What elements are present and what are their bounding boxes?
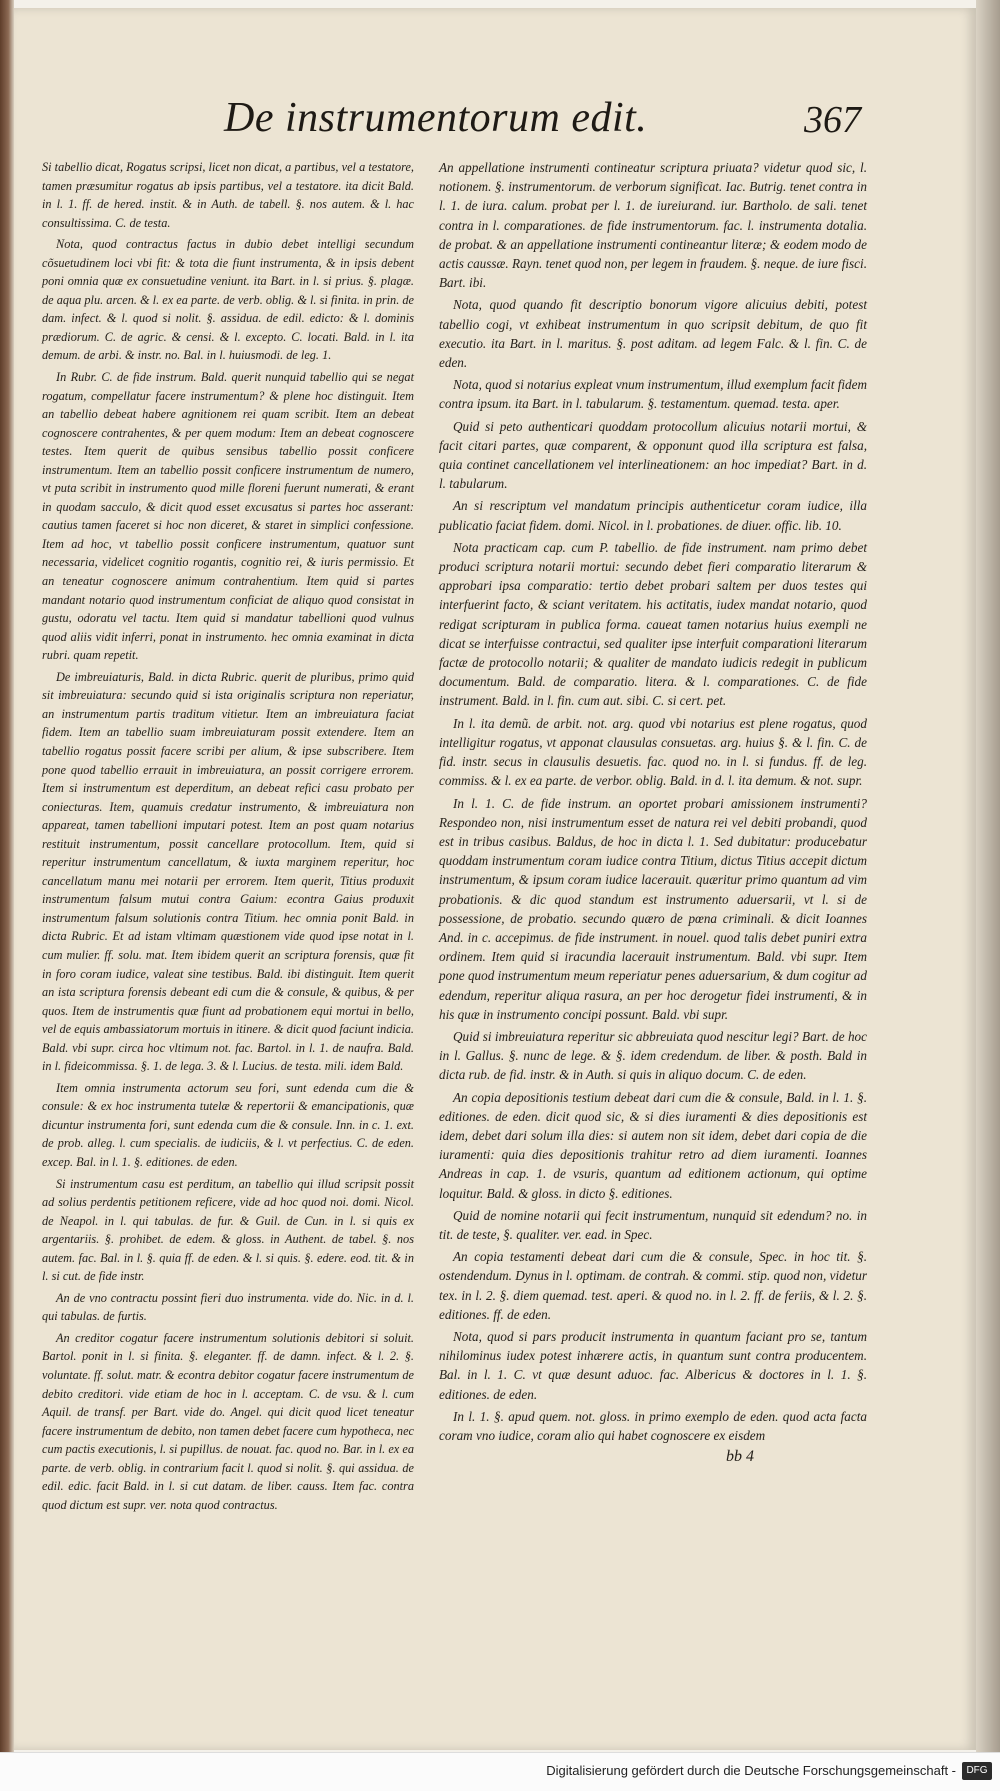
right-paragraph: Quid de nomine notarii qui fecit instrumentum, nunquid sit edendum? no. in tit. de teste, §. qualiter. ver. ead. in Spec.	[439, 1207, 867, 1242]
right-paragraph: An copia depositionis testium debeat dari cum die & consule, Bald. in l. 1. §. editiones. de eden. dicit quod sic, & si dies iuramenti & dies depositionis est idem, debet dari solum illa dies: si autem non sit idem, debet dari copia de die iuramenti: quia dies depositionis trahitur retro ad diem iuramenti. Ioannes Andreas in cap. 1. de vsuris, quantum ad editionem actionum, qui optime loquitur. Bald. & gloss. in dicto §. editiones.	[439, 1089, 867, 1201]
right-paragraph: Quid si imbreuiatura reperitur sic abbreuiata quod nescitur legi? Bart. de hoc in l. Gallus. §. nunc de lege. & §. idem credendum. de liber. & posth. Bald in dicta rub. de fid. instr. & in Auth. si quis in aliquo docum. C. de eden.	[439, 1028, 867, 1083]
right-paragraph: In l. 1. C. de fide instrum. an oportet probari amissionem instrumenti? Respondeo non, nisi instrumentum esset de natura rei vel debiti probandi, quod est in tribus casibus. Baldus, de hoc in dicta l. 1. Sed dubitatur: producebatur quoddam instrumentum coram iudice contra Titium, dictus Titius accepit dictum instrumentum, & ipsum coram iudice lacerauit. quæritur primo quantum ad vim probationis. & dic quod standum est instrumento aduersarii, vt l. si de possessione, de probatio. secundo quæro de pœna criminali. & dicit Ioannes And. in c. accepimus. de fide instrument. in nouel. quod talis debet puniri extra ordinem. Item quid si iracundia lacerauit instrumentum. Bald. vbi supr. Item pone quod instrumentum meum reperiatur penes aduersarium, & dum cogitur ad edendum, reperitur aliqua rasura, an per hoc derogetur fidei instrumenti, & in his quæ in instrumento concipi possunt. Bald. vbi supr.	[439, 795, 867, 1022]
right-paragraph: In l. 1. §. apud quem. not. gloss. in primo exemplo de eden. quod acta facta coram vno iudice, coram alio qui habet cognoscere ex eisdem	[439, 1408, 867, 1443]
left-paragraph: Nota, quod contractus factus in dubio debet intelligi secundum cõsuetudinem loci vbi fit: & tota die fiunt instrumenta, & in ipsis debent poni omnia quæ ex consuetudine veniunt. ita Bart. in l. si prius. §. plagæ. de aqua plu. arcen. & l. ex ea parte. de verb. oblig. & l. si finita. in prin. de dam. infect. & l. quod si nolit. §. assidua. de edil. edicto: & l. dominis prædiorum. C. de agric. & censi. & l. excepto. C. locati. Bald. in l. ita demum. de arbi. & instr. no. Bal. in l. huiusmodi. de leg. 1.	[42, 237, 414, 363]
left-paragraph: Si tabellio dicat, Rogatus scripsi, licet non dicat, a partibus, vel a testatore, tamen præsumitur rogatus ab ipsis partibus, vel a testatore. ita dicit Bald. in l. 1. ff. de hered. instit. & in Auth. de tabell. §. nos autem. & l. hac consultissima. C. de testa.	[42, 160, 414, 230]
left-paragraph: In Rubr. C. de fide instrum. Bald. querit nunquid tabellio qui se negat rogatum, compellatur facere instrumentum? & plene hoc distinguit. Item an tabellio debeat habere agnitionem rei quam scribit. Item an debeat cognoscere contrahentes, & per quem modum: Item an debeat cognoscere testes. Item querit de quibus sensibus tabellio possit conficere instrumentum. Item an tabellio possit conficere instrumentum de numero, vt puta scribit in instrumento quod mille floreni fuerunt numerati, & erant in quodam sacculo, & dicit quod esset excusatus si partes hoc asserant: cautius tamen faceret si hoc non diceret, & staret in simplici confessione. Item ad hoc, vt tabellio possit conficere instrumentum, quatuor sunt necessaria, videlicet cognitio rogantis, cognitio rei, & iuris permissio. Et an teneatur cognoscere animum contrahentium. Item quid si partes mandant notario quod instrumentum conficiat de aliquo quod consistat in gustu, odoratu vel tactu. Item quid si mandatur tabellioni quod vulnus quod aliis vidit inferri, ponat in instrumento. hec omnia examinat in dicta rubri. quam repetit.	[42, 370, 414, 663]
left-paragraph: De imbreuiaturis, Bald. in dicta Rubric. querit de pluribus, primo quid sit imbreuiatura: secundo quid si ista originalis scriptura non reperiatur, an instrumentum partis traditum vitietur. Item an imbreuiatura faciat fidem. Item an tabellio suam imbreuiaturam possit extendere. Item an tabellio rogatus possit facere scribi per alium, & ipse subscribere. Item pone quod tabellio errauit in imbreuiatura, an possit corrigere errorem. Item si instrumentum est deperditum, an debeat refici casu probato per coniecturas. Item, quamuis credatur instrumento, & imbreuiatura non appareat, tamen tabellioni imputari potest. Item an post quam notarius restituit instrumentum, possit cancellare protocollum. Item, quid si reperitur instrumentum cancellatum, & iuxta marginem reperitur, hoc cancellatum manu mei notarii per errorem. Item querit, Titius produxit instrumentum falsum mutui contra Gaium: econtra Gaius produxit instrumentum falsum solutionis contra Titium. hec omnia ponit Bald. in dicta Rubric. Et ad istam vltimam quæstionem vide quod ipse notat in l. cum mulier. ff. solu. mat. Item ibidem querit an scriptura forensis, quæ fit in foro coram iudice, valeat sine testibus. Bald. ibi distinguit. Item querit an ista scriptura forensis debeant edi cum die & consule, & quibus, & per quos. Item de instrumentis quæ fiunt ad probationem equi mortui in bello, vel de equis ambassiatorum mortuis in itinere. & dicit quod faciunt indicia. Bald. vbi supr. circa hoc vltimum not. fac. Bartol. in l. 1. de naufra. Bald. in l. fideicommissa. §. 1. de lega. 3. & l. Lucius. de testa. mili. idem Bald.	[42, 669, 414, 1074]
left-paragraph: An creditor cogatur facere instrumentum solutionis debitori si soluit. Bartol. ponit in l. si finita. §. eleganter. ff. de damn. infect. & l. 2. §. voluntate. ff. solut. matr. & econtra debitor cogatur facere instrumentum de debito creditori. vide etiam de hoc in l. acceptam. C. de vsu. & l. cum Aquil. de transf. per Bart. vide do. Angel. qui dicit quod licet teneatur facere instrumentum de debito, non tamen debet facere cum hypotheca, nec cum pactis executionis, l. si pupillus. de nouat. fac. quod no. Bar. in l. ex ea parte. de verb. oblig. in contrarium facit l. quod si nolit. §. qui assidua. de edil. edic. facit Bald. in l. si cut datam. de liber. causs. Item fac. contra quod dictum est supr. ver. nota quod contractus.	[42, 1330, 414, 1512]
right-paragraph: Nota, quod si notarius expleat vnum instrumentum, illud exemplum facit fidem contra ipsum. ita Bart. in l. tabularum. §. testamentum. quemad. testa. aper.	[439, 377, 867, 412]
left-paragraph: Si instrumentum casu est perditum, an tabellio qui illud scripsit possit ad solius perdentis petitionem reficere, vide ad hoc quod noi. domi. Nicol. de Neapol. in l. qui tabulas. de fur. & Guil. de Cun. in l. si quis ex argentariis. §. prohibet. de edem. & gloss. in Authent. de tabel. §. nos autem. fac. Bal. in l. §. quia ff. de eden. & l. si quis. §. edere. eod. tit. & in l. si cut. de fide instr.	[42, 1176, 414, 1284]
book-page	[14, 8, 976, 1750]
scanner-background-edge	[976, 0, 1000, 1790]
right-paragraph: Nota, quod si pars producit instrumenta in quantum faciant pro se, tantum nihilominus iudex potest inhærere actis, in quantum sunt contra producentem. Bal. in l. 1. C. vt quæ desunt aduoc. fac. Albericus & doctores in l. 1. §. editiones. de eden.	[439, 1328, 867, 1402]
page-number: 367	[804, 99, 861, 141]
right-column	[439, 158, 867, 1448]
right-paragraph: Nota practicam cap. cum P. tabellio. de fide instrument. nam primo debet produci scriptura notarii mortui: secundo debet fieri comparatio literarum & approbari ipsa comparatio: tertio debet probari saltem per duos testes qui interfuerint facto, & sciant veritatem. his actitatis, iudex mandat notario, quod redigat scripturam in publica forma. caueat tamen notarius huius exempli ne dicat se interfuisse contractui, sed qualiter ipse interfuit comparationi literarum factæ de protocollo notarii; & qualiter de mandato iudicis redegit in publicum documentum. Bald. de comparatio. litera. & l. comparationes. C. de fide instrument. Bald. in l. fin. cum aut. sibi. C. si cert. pet.	[439, 539, 867, 709]
left-paragraph: An de vno contractu possint fieri duo instrumenta. vide do. Nic. in d. l. qui tabulas. de furtis.	[42, 1290, 414, 1324]
dfg-logo-icon: DFG	[962, 1762, 992, 1780]
right-paragraph: Nota, quod quando fit descriptio bonorum vigore alicuius debiti, potest tabellio cogi, vt exhibeat instrumentum in quo scripsit debitum, de quo fit executio. ita Bart. in l. maritus. §. post aditam. ad legem Falc. & l. fin. C. de eden.	[439, 297, 867, 371]
left-column	[42, 158, 414, 1517]
book-binding-edge	[0, 0, 14, 1790]
right-paragraph: Quid si peto authenticari quoddam protocollum alicuius notarii mortui, & facit citari partes, quæ comparent, & opponunt quod illa scriptura est falsa, quia continet cancellationem vel interlineationem: an hoc impediat? Bart. in d. l. tabularum.	[439, 418, 867, 492]
right-paragraph: An copia testamenti debeat dari cum die & consule, Spec. in hoc tit. §. ostendendum. Dynus in l. optimam. de contrah. & commi. stip. quod non, videtur tex. in l. 2. §. diem quemad. test. aperi. & quod no. in l. 2. ff. de feriis, & l. 2. §. editiones. ff. de eden.	[439, 1249, 867, 1322]
signature-mark: bb 4	[726, 1448, 754, 1465]
right-paragraph: An appellatione instrumenti contineatur scriptura priuata? videtur quod sic, l. notionem. §. instrumentorum. de verborum significat. Iac. Butrig. tenet contra in l. 1. de iura. calum. probat per l. 1. de iureiurand. iur. Bartholo. de sali. tenet contra in l. comparationes. de fide instrumentorum. fac. l. instrumenta dotalia. de probat. & an appellatione instrumenti contineantur literæ; & eodem modo de actis caussæ. Rayn. tenet quod non, per legem in fraudem. §. neque. de iure fisci. Bart. ibi.	[439, 160, 867, 291]
right-paragraph: An si rescriptum vel mandatum principis authenticetur coram iudice, illa publicatio faciat fidem. domi. Nicol. in l. probationes. de diuer. offic. lib. 10.	[439, 498, 867, 533]
running-head: De instrumentorum edit.	[224, 95, 648, 141]
footer-credit: Digitalisierung gefördert durch die Deutsche Forschungsgemeinschaft -	[546, 1763, 956, 1778]
right-paragraph: In l. ita demũ. de arbit. not. arg. quod vbi notarius est plene rogatus, quod intelligitur rogatus, vt apponat clausulas consuetas. arg. huius §. & l. fin. C. de fid. instr. secus in clausulis desuetis. fac. quod no. in l. si fundus. ff. de leg. commiss. & l. ex ea parte. de verbor. oblig. Bald. in d. l. ita demum. & not. supr.	[439, 715, 867, 789]
digitization-footer	[0, 1752, 1000, 1791]
left-paragraph: Item omnia instrumenta actorum seu fori, sunt edenda cum die & consule: & ex hoc instrumenta tutelæ & repertorii & emancipationis, quæ dicuntur instrumenta fori, sunt edenda cum die & consule. Inn. in c. 1. ext. de prob. alleg. l. cum specialis. de iudiciis, & l. vt perfectius. C. de eden. excep. Bal. in l. 1. §. editiones. de eden.	[42, 1080, 414, 1169]
